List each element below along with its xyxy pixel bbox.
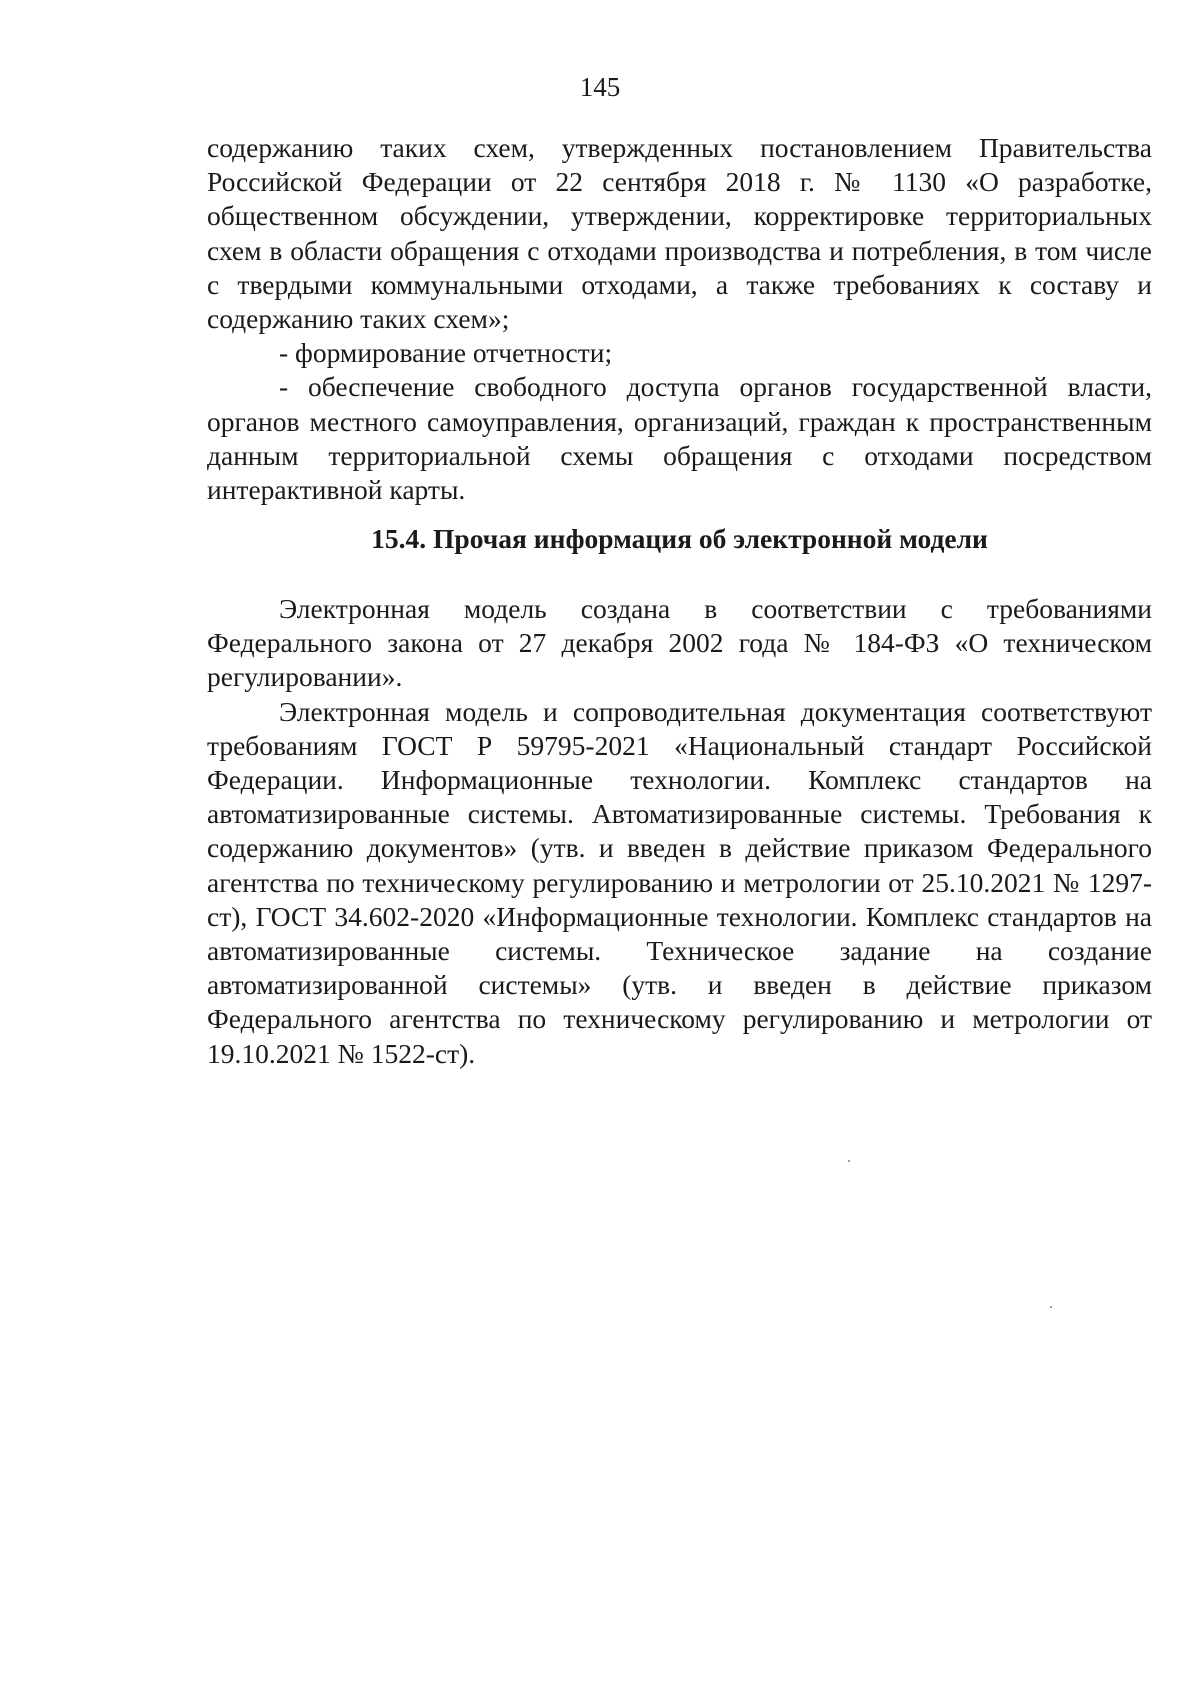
intro-block: [207, 131, 1152, 507]
paragraph-federal-law: Электронная модель создана в соответствии с требованиями Федерального закона от 27 декабря 2002 года № 184-ФЗ «О техническом регулировании».: [207, 593, 1152, 693]
paragraph-gost-compliance: Электронная модель и сопроводительная документация соответствуют требованиям ГОСТ Р 59795-2021 «Национальный стандарт Российской Федерации. Информационные технологии. Комплекс стандартов на автоматизированные системы. Автоматизированные системы. Требования к содержанию документов» (утв. и введен в действие приказом Федерального агентства по техническому регулированию и метрологии от 25.10.2021 № 1297-ст), ГОСТ 34.602-2020 «Информационные технологии. Комплекс стандартов на автоматизированные системы. Техническое задание на создание автоматизированной системы» (утв. и введен в действие приказом Федерального агентства по техническому регулированию и метрологии от 19.10.2021 № 1522-ст).: [207, 695, 1152, 1069]
section-body: [207, 592, 1152, 1071]
section-heading: 15.4. Прочая информация об электронной модели: [371, 523, 988, 554]
bullet-reporting: - формирование отчетности;: [279, 337, 613, 369]
scan-speck: [848, 1160, 850, 1162]
page-number: 145: [579, 72, 621, 102]
bullet-free-access: - обеспечение свободного доступа органов государственной власти, органов местного самоуправления, организаций, граждан к пространственным данным территориальной схемы обращения с отходами посредством интерактивной карты.: [207, 371, 1152, 506]
continuation-paragraph: содержанию таких схем, утвержденных постановлением Правительства Российской Федерации от 22 сентября 2018 г. № 1130 «О разработке, общественном обсуждении, утверждении, корректировке территориальных схем в области обращения с отходами производства и потребления, в том числе с твердыми коммунальными отходами, а также требованиях к составу и содержанию таких схем»;: [207, 132, 1152, 335]
scan-speck: [1050, 1306, 1052, 1308]
